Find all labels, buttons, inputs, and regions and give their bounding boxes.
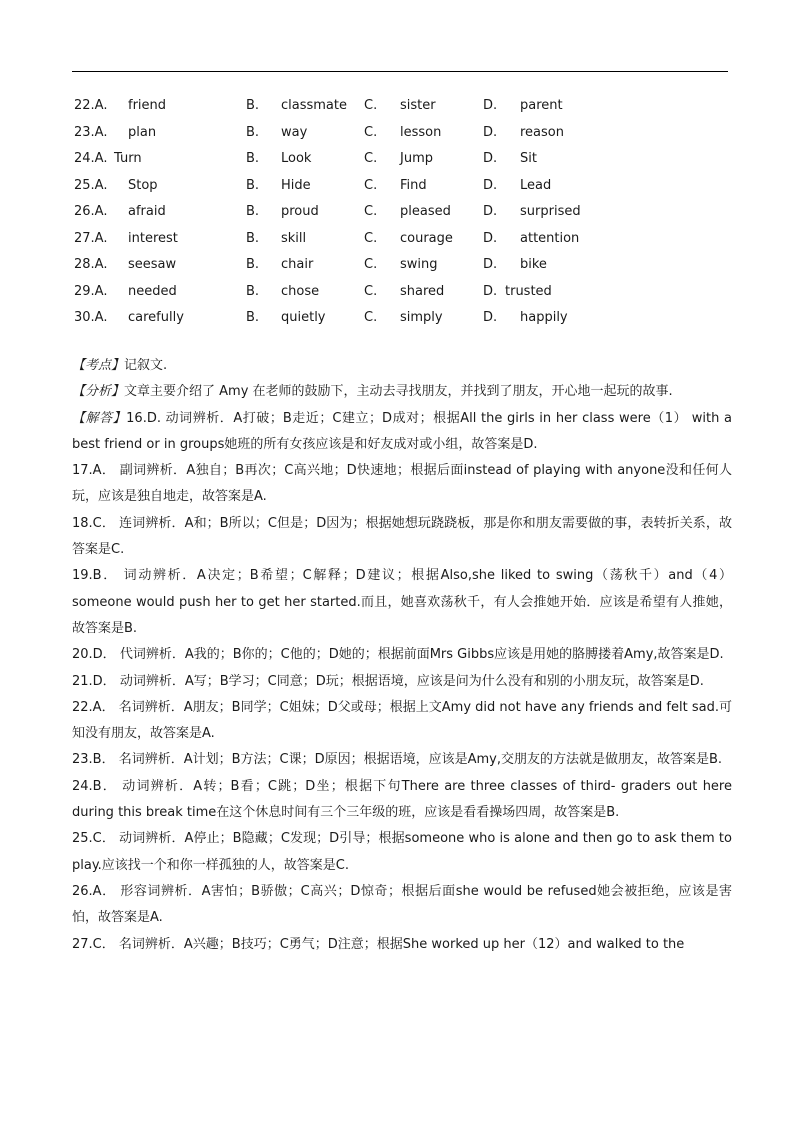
- option-a: Turn: [114, 151, 142, 166]
- option-b-label: B.: [246, 177, 260, 193]
- answer-paragraph-24: 24.B． 动词辨析．A转；B看；C跳；D坐；根据下句There are three classes of third- graders out here during this break time在这个休息时间有三个三年级的班，应该是看看操场四周，故答案是B.: [72, 778, 732, 821]
- answer-paragraph-21: 21.D． 动词辨析．A写；B学习；C同意；D玩；根据语境，应该是问为什么没有和别的小朋友玩，故答案是D.: [72, 673, 704, 689]
- option-b: chose: [281, 283, 320, 299]
- option-a: Stop: [128, 177, 158, 193]
- option-d: surprised: [520, 204, 581, 219]
- option-c: Find: [400, 177, 427, 193]
- option-b: Look: [281, 151, 312, 166]
- option-d: happily: [520, 310, 568, 325]
- option-d: reason: [520, 124, 564, 140]
- option-c-label: C.: [364, 204, 378, 219]
- option-b-label: B.: [246, 310, 260, 325]
- option-a: carefully: [128, 310, 184, 325]
- option-c: shared: [400, 283, 445, 299]
- option-b: way: [281, 124, 308, 140]
- option-d-label: D.: [483, 230, 498, 246]
- option-d-label: D.: [483, 124, 498, 140]
- option-d-label: D.: [483, 283, 498, 299]
- answer-paragraph-22: 22.A． 名词辨析．A朋友；B同学；C姐妹；D父或母；根据上文Amy did not have any friends and felt sad.可知没有朋友，故答案是A.: [72, 699, 732, 742]
- option-c: swing: [400, 257, 438, 272]
- kaodian-paragraph: [72, 353, 732, 379]
- option-c-label: C.: [364, 230, 378, 246]
- option-b-label: B.: [246, 98, 260, 113]
- option-c-label: C.: [364, 257, 378, 272]
- option-b: classmate: [281, 98, 347, 113]
- option-a: needed: [128, 283, 177, 299]
- fenxi-paragraph: [72, 379, 732, 405]
- option-c-label: C.: [364, 310, 378, 325]
- option-b-label: B.: [246, 257, 260, 272]
- option-d-label: D.: [483, 177, 498, 193]
- answer-paragraph-20: 20.D． 代词辨析．A我的；B你的；C他的；D她的；根据前面Mrs Gibbs应该是用她的胳膊搂着Amy,故答案是D.: [72, 647, 724, 663]
- option-b: skill: [281, 230, 307, 246]
- option-d: bike: [520, 257, 547, 272]
- kaodian-label: 【考点】: [72, 358, 125, 373]
- question-number: 28.A.: [74, 257, 108, 272]
- option-b-label: B.: [246, 151, 260, 166]
- option-d-label: D.: [483, 310, 498, 325]
- option-c: pleased: [400, 204, 451, 219]
- option-c: lesson: [400, 124, 442, 140]
- option-d: Sit: [520, 151, 537, 166]
- option-b: chair: [281, 257, 314, 272]
- question-number: 29.A.: [74, 283, 108, 299]
- question-number: 30.A.: [74, 310, 108, 325]
- answer-paragraph-23: 23.B． 名词辨析．A计划；B方法；C课；D原因；根据语境，应该是Amy,交朋友的方法就是做朋友，故答案是B.: [72, 752, 723, 768]
- analysis-section: [72, 353, 732, 958]
- question-number: 22.A.: [74, 98, 108, 113]
- fenxi-label: 【分析】: [72, 384, 125, 400]
- option-c: sister: [400, 98, 436, 113]
- option-b: proud: [281, 204, 319, 219]
- option-b: Hide: [281, 177, 311, 193]
- option-c: courage: [400, 230, 453, 246]
- option-b-label: B.: [246, 124, 260, 140]
- question-number: 23.A.: [74, 124, 108, 140]
- option-a: interest: [128, 230, 178, 246]
- jieda-paragraph: [72, 406, 732, 459]
- option-c-label: C.: [364, 151, 378, 166]
- fenxi-text: 文章主要介绍了 Amy 在老师的鼓励下，主动去寻找朋友，并找到了朋友，开心地一起玩的故事.: [124, 384, 673, 400]
- option-c-label: C.: [364, 283, 378, 299]
- answer-paragraph-17: 17.A． 副词辨析．A独自；B再次；C高兴地；D快速地；根据后面instead of playing with anyone没和任何人玩，应该是独自地走，故答案是A.: [72, 463, 732, 505]
- question-number: 24.A.: [74, 151, 108, 166]
- option-c: Jump: [400, 151, 433, 166]
- option-c-label: C.: [364, 124, 378, 140]
- question-number: 27.A.: [74, 230, 108, 246]
- option-b-label: B.: [246, 204, 260, 219]
- answer-paragraph-25: 25.C． 动词辨析．A停止；B隐藏；C发现；D引导；根据someone who is alone and then go to ask them to play.应该找一个和你一样孤独的人，故答案是C.: [72, 831, 732, 873]
- jieda-label: 【解答】: [72, 410, 127, 426]
- option-c-label: C.: [364, 98, 378, 113]
- answer-paragraph-27: 27.C． 名词辨析．A兴趣；B技巧；C勇气；D注意；根据She worked up her（12）and walked to the: [72, 936, 685, 952]
- option-c-label: C.: [364, 177, 378, 193]
- option-d: attention: [520, 230, 580, 246]
- question-number: 26.A.: [74, 204, 108, 219]
- option-a: plan: [128, 124, 157, 140]
- option-c: simply: [400, 310, 443, 325]
- option-d-label: D.: [483, 204, 498, 219]
- option-d: trusted: [505, 283, 552, 299]
- answer-paragraph-18: 18.C． 连词辨析．A和；B所以；C但是；D因为；根据她想玩跷跷板，那是你和朋友需要做的事，表转折关系，故答案是C.: [72, 515, 732, 558]
- option-d-label: D.: [483, 257, 498, 272]
- option-d: parent: [520, 98, 563, 113]
- jieda-text: 16.D. 动词辨析．A打破；B走近；C建立；D成对；根据All the girls in her class were（1） with a best friend or in groups她班的所有女孩应该是和好友成对或小组，故答案是D.: [72, 410, 732, 452]
- option-b-label: B.: [246, 230, 260, 246]
- option-d-label: D.: [483, 151, 498, 166]
- option-a: friend: [128, 98, 167, 113]
- option-a: afraid: [128, 204, 166, 219]
- question-number: 25.A.: [74, 177, 108, 193]
- option-b-label: B.: [246, 283, 260, 299]
- answer-paragraph-19: 19.B． 词动辨析．A决定；B希望；C解释；D建议；根据Also,she liked to swing（荡秋千）and（4） someone would push her to get her started.而且，她喜欢荡秋千，有人会推她开始．应该是希望有人推她，故答案是B.: [72, 568, 732, 636]
- option-d-label: D.: [483, 98, 498, 113]
- option-a: seesaw: [128, 257, 177, 272]
- option-d: Lead: [520, 177, 552, 193]
- option-b: quietly: [281, 310, 326, 325]
- header-rule: [72, 71, 728, 72]
- answer-paragraph-26: 26.A． 形容词辨析．A害怕；B骄傲；C高兴；D惊奇；根据后面she would be refused她会被拒绝，应该是害怕，故答案是A.: [72, 883, 732, 926]
- kaodian-text: 记叙文.: [124, 358, 168, 373]
